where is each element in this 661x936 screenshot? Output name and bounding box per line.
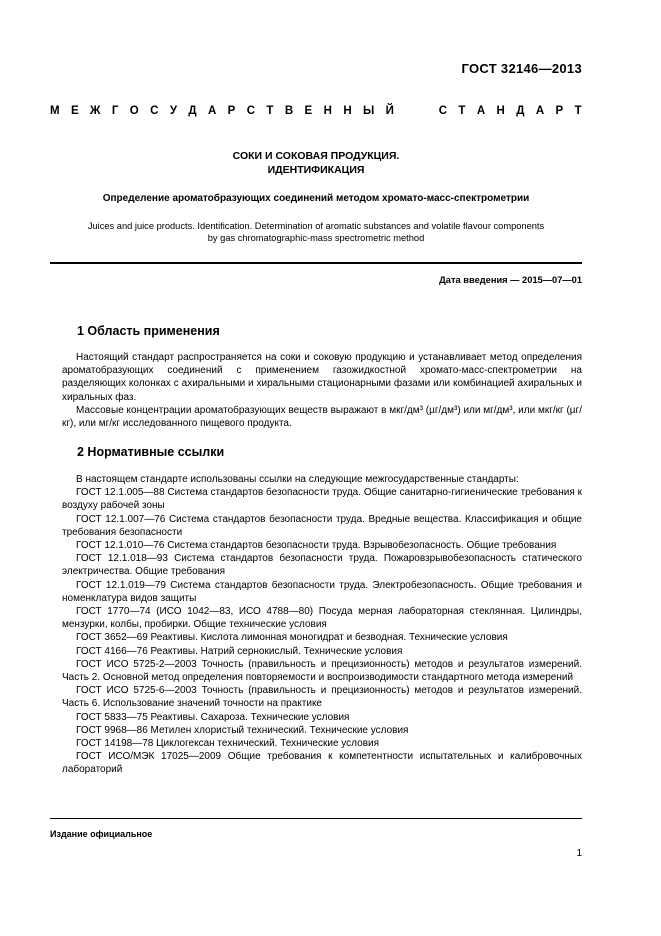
banner-letter: Н	[343, 105, 352, 117]
banner-letter: Ы	[363, 105, 375, 117]
references-intro: В настоящем стандарте использованы ссылки на следующие межгосударственные стандарты:	[76, 474, 519, 485]
reference-item: ГОСТ ИСО/МЭК 17025—2009 Общие требования к компетентности испытательных и калибровочных лабораторий	[62, 751, 582, 776]
document-subtitle: Определение ароматобразующих соединений методом хромато-масс-спектрометрии	[102, 193, 530, 204]
reference-item: ГОСТ 3652—69 Реактивы. Кислота лимонная моногидрат и безводная. Технические условия	[76, 632, 508, 644]
banner-letter: А	[535, 105, 545, 117]
reference-item: ГОСТ 1770—74 (ИСО 1042—83, ИСО 4788—80) Посуда мерная лабораторная стеклянная. Цилиндры, мензурки, колбы, пробирки. Общие технические условия	[62, 606, 582, 631]
paragraph-text: Настоящий стандарт распространяется на соки и соковую продукцию и устанавливает метод определения ароматобразующих соединений с применением газожидкостной хромато-масс-спектрометрии на разделяющих колонках с ахиральными и хиральными стационарными фазами или комбинацией ахиральных и хиральных фаз.	[62, 352, 582, 403]
banner-letter: Д	[188, 105, 197, 117]
banner-letter: Н	[323, 105, 332, 117]
reference-item: ГОСТ 9968—86 Метилен хлористый технический. Технические условия	[76, 724, 409, 736]
normative-references-list	[62, 473, 582, 777]
banner-word-gap	[405, 105, 427, 117]
banner-letter: А	[476, 105, 486, 117]
banner-letter: У	[169, 105, 177, 117]
page-number: 1	[576, 848, 582, 859]
banner-letter: Ж	[90, 105, 101, 117]
banner-letter: Г	[111, 105, 119, 117]
banner-letter: Й	[385, 105, 394, 117]
english-title-line-2: by gas chromatographic-mass spectrometric method	[207, 233, 425, 243]
reference-item: ГОСТ 12.1.019—79 Система стандартов безопасности труда. Электробезопасность. Общие требования и номенклатура видов защиты	[62, 579, 582, 604]
banner-letter: С	[150, 105, 159, 117]
banner-letter: Т	[458, 105, 466, 117]
banner-letter: Д	[516, 105, 525, 117]
banner-letter: В	[284, 105, 294, 117]
document-number: ГОСТ 32146—2013	[461, 61, 582, 76]
footer-divider	[50, 818, 582, 819]
banner-letter: Е	[70, 105, 79, 117]
banner-letter: А	[207, 105, 217, 117]
reference-item: ГОСТ ИСО 5725-2—2003 Точность (правильность и прецизионность) методов и результатов измерений. Часть 2. Основной метод определения повторяемости и воспроизводимости стандартного метода измерений	[62, 658, 582, 684]
banner-letter: Т	[266, 105, 274, 117]
banner-letter: Е	[304, 105, 313, 117]
paragraph-text: Массовые концентрации ароматобразующих веществ выражают в мкг/дм³ (µг/дм³) или мг/дм³, или мкг/кг (µг/кг), или мг/кг исследованного пищевого продукта.	[62, 405, 582, 430]
reference-item: ГОСТ 14198—78 Циклогексан технический. Технические условия	[76, 738, 380, 750]
reference-item: ГОСТ 5833—75 Реактивы. Сахароза. Технические условия	[76, 711, 350, 723]
banner-letter: О	[129, 105, 139, 117]
english-title-line-1: Juices and juice products. Identification. Determination of aromatic substances and volatile flavour components	[87, 221, 545, 231]
section-2-heading: 2 Нормативные ссылки	[77, 445, 225, 459]
title-line-2: ИДЕНТИФИКАЦИЯ	[267, 164, 365, 176]
reference-item: ГОСТ 12.1.005—88 Система стандартов безопасности труда. Общие санитарно-гигиенические требования к воздуху рабочей зоны	[62, 487, 582, 512]
banner-letter: Р	[555, 105, 564, 117]
reference-item: ГОСТ 12.1.007—76 Система стандартов безопасности труда. Вредные вещества. Классификация и общие требования безопасности	[62, 513, 582, 538]
banner-letter: М	[50, 105, 60, 117]
banner-letter: С	[438, 105, 448, 117]
banner-letter: С	[246, 105, 256, 117]
header-divider	[50, 262, 582, 264]
section-1-paragraph-1	[62, 351, 582, 404]
introduction-date: Дата введения — 2015—07—01	[439, 275, 582, 285]
official-edition-label: Издание официальное	[50, 829, 153, 839]
reference-item: ГОСТ 12.1.010—76 Система стандартов безопасности труда. Взрывобезопасность. Общие требования	[76, 540, 557, 552]
interstate-standard-banner	[50, 105, 582, 117]
section-1-heading: 1 Область применения	[77, 324, 220, 338]
section-1-paragraph-2	[62, 404, 582, 430]
reference-item: ГОСТ 4166—76 Реактивы. Натрий сернокислый. Технические условия	[76, 645, 403, 657]
banner-letter: Р	[227, 105, 236, 117]
banner-letter: Т	[574, 105, 582, 117]
reference-item: ГОСТ ИСО 5725-6—2003 Точность (правильность и прецизионность) методов и результатов измерений. Часть 6. Использование значений точности на практике	[62, 685, 582, 710]
reference-item: ГОСТ 12.1.018—93 Система стандартов безопасности труда. Пожаровзрывобезопасность статического электричества. Общие требования	[62, 553, 582, 578]
banner-letter: Н	[496, 105, 505, 117]
title-line-1: СОКИ И СОКОВАЯ ПРОДУКЦИЯ.	[232, 150, 400, 162]
